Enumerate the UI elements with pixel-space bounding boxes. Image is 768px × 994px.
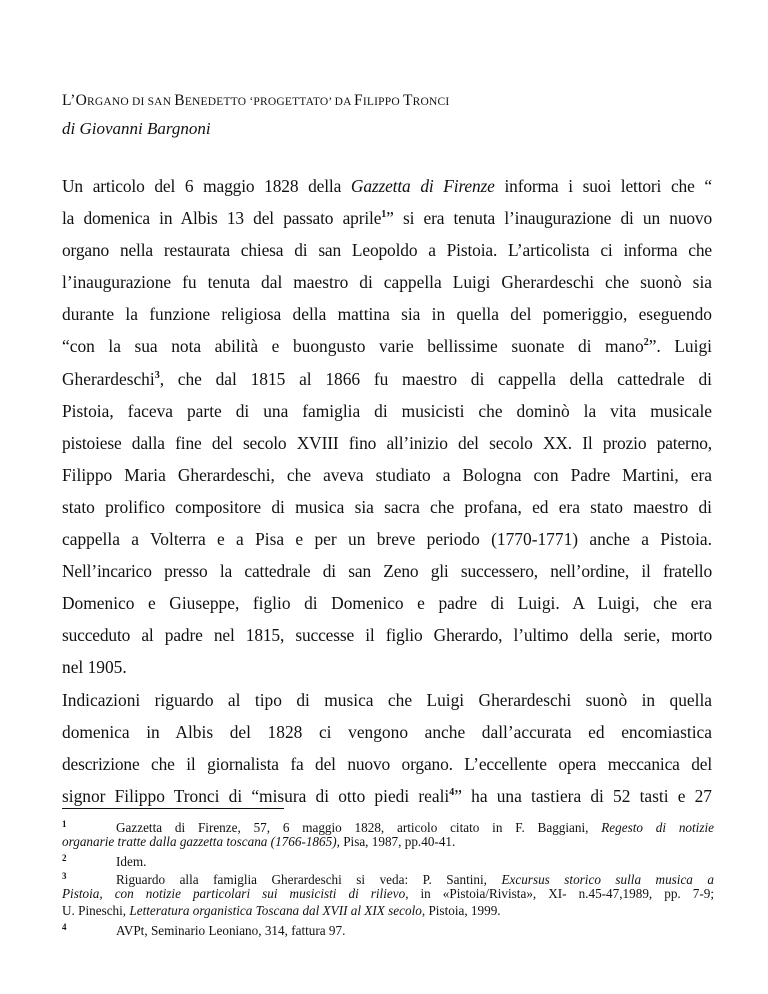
title-text: RGANO DI SAN	[87, 96, 175, 108]
title-text: RONCI	[412, 96, 450, 108]
article-body	[62, 170, 712, 812]
text-run: informa i suoi lettori che “	[494, 176, 712, 196]
body-line: stato prolifico compositore di musica sia sacra che profana, ed era stato maestro di	[62, 496, 712, 517]
text-run: Idem.	[116, 854, 147, 870]
title-text: T	[402, 92, 413, 109]
footnote-1-cont	[62, 833, 714, 850]
text-run: ” ha una tastiera di 52 tasti e 27	[454, 785, 713, 806]
publication-name: Gazzetta di Firenze	[350, 176, 495, 196]
text-run: Gherardeschi	[62, 368, 155, 389]
body-line	[62, 170, 712, 202]
body-line: pistoiese dalla fine del secolo XVIII fino all’inizio del secolo XX. Il prozio paterno,	[62, 432, 712, 453]
text-run: Pistoia, con notizie particolari sui musicisti di rilievo	[62, 885, 406, 901]
footnote-1	[62, 816, 714, 833]
footnote-number: 3	[62, 870, 67, 881]
text-run: organarie tratte dalla gazzetta toscana (1766-1865),	[62, 834, 340, 850]
title-text: F	[354, 92, 363, 109]
body-line: Domenico e Giuseppe, figlio di Domenico e padre di Luigi. A Luigi, che era	[62, 593, 712, 614]
title-text: B	[174, 92, 185, 109]
footnote-separator	[62, 808, 284, 809]
footnote-ref[interactable]: 3	[154, 369, 160, 381]
text-run: Regesto di notizie	[601, 820, 714, 835]
text-run: , che dal 1815 al 1866 fu maestro di cappella della cattedrale di	[159, 368, 712, 389]
text-run: U. Pineschi,	[62, 902, 130, 918]
body-line: Indicazioni riguardo al tipo di musica che Luigi Gherardeschi suonò in quella	[62, 689, 712, 710]
article-author: di Giovanni Bargnoni	[62, 119, 211, 138]
body-line	[62, 202, 712, 234]
text-run: “con la sua nota abilità e buongusto varie bellissime suonate di mano	[62, 336, 644, 357]
footnote-number: 2	[62, 853, 67, 864]
text-run: Letteratura organistica Toscana dal XVII al XIX secolo	[129, 902, 422, 918]
text-run: ” si era tenuta l’inaugurazione di un nuovo	[386, 208, 712, 229]
article-title	[62, 92, 449, 110]
body-line	[62, 363, 712, 395]
body-line: Pistoia, faceva parte di una famiglia di musicisti che dominò la vita musicale	[62, 400, 712, 421]
footnote-3-cont	[62, 885, 714, 902]
title-text: ENEDETTO ‘PROGETTATO’ DA	[184, 96, 355, 108]
text-run: Excursus storico sulla musica a	[501, 871, 714, 887]
body-line: Nell’incarico presso la cattedrale di san Zeno gli successero, nell’ordine, il fratello	[62, 561, 712, 582]
body-line	[62, 330, 712, 362]
text-run: , in «Pistoia/Rivista», XI- n.45-47,1989, pp. 7-9;	[405, 885, 714, 901]
footnote-4	[62, 919, 714, 939]
body-line: descrizione che il giornalista fa del nuovo organo. L’eccellente opera meccanica del	[62, 753, 712, 774]
body-line: nel 1905.	[62, 657, 127, 678]
text-run: AVPt, Seminario Leoniano, 314, fattura 97.	[116, 923, 346, 939]
text-run: , Pistoia, 1999.	[421, 902, 501, 918]
title-text: L’O	[62, 92, 88, 109]
footnote-2	[62, 850, 714, 870]
body-line: l’inaugurazione fu tenuta dal maestro di cappella Luigi Gherardeschi che suonò sia	[62, 272, 712, 293]
footnotes	[62, 816, 714, 939]
footnote-ref[interactable]: 2	[643, 337, 649, 349]
footnote-number: 1	[62, 819, 67, 829]
text-run: Gazzetta di Firenze, 57, 6 maggio 1828, articolo citato in F. Baggiani,	[116, 820, 602, 835]
footnote-ref[interactable]: 4	[449, 786, 455, 798]
title-text: ILIPPO	[362, 96, 403, 108]
body-line: organo nella restaurata chiesa di san Leopoldo a Pistoia. L’articolista ci informa che	[62, 240, 712, 261]
footnote-3	[62, 868, 714, 885]
body-line: succeduto al padre nel 1815, successe il figlio Gherardo, l’ultimo della serie, morto	[62, 625, 712, 646]
body-line: Filippo Maria Gherardeschi, che aveva studiato a Bologna con Padre Martini, era	[62, 464, 712, 485]
body-line: domenica in Albis del 1828 ci vengono anche dall’accurata ed encomiastica	[62, 721, 712, 742]
text-run: la domenica in Albis 13 del passato aprile	[62, 208, 382, 229]
text-run: Pisa, 1987, pp.40-41.	[339, 834, 456, 850]
body-line: cappella a Volterra e a Pisa e per un breve periodo (1770-1771) anche a Pistoia.	[62, 529, 712, 550]
text-run: ”. Luigi	[648, 336, 712, 357]
text-run: signor Filippo Tronci di “misura di otto piedi reali	[62, 785, 450, 806]
body-line: durante la funzione religiosa della mattina sia in quella del pomeriggio, eseguendo	[62, 304, 712, 325]
text-run: Un articolo del 6 maggio 1828 della	[62, 176, 351, 196]
text-run: Riguardo alla famiglia Gherardeschi si veda: P. Santini,	[116, 871, 502, 887]
footnote-3-cont	[62, 902, 714, 919]
footnote-ref[interactable]: 1	[381, 209, 387, 221]
footnote-number: 4	[62, 922, 67, 933]
